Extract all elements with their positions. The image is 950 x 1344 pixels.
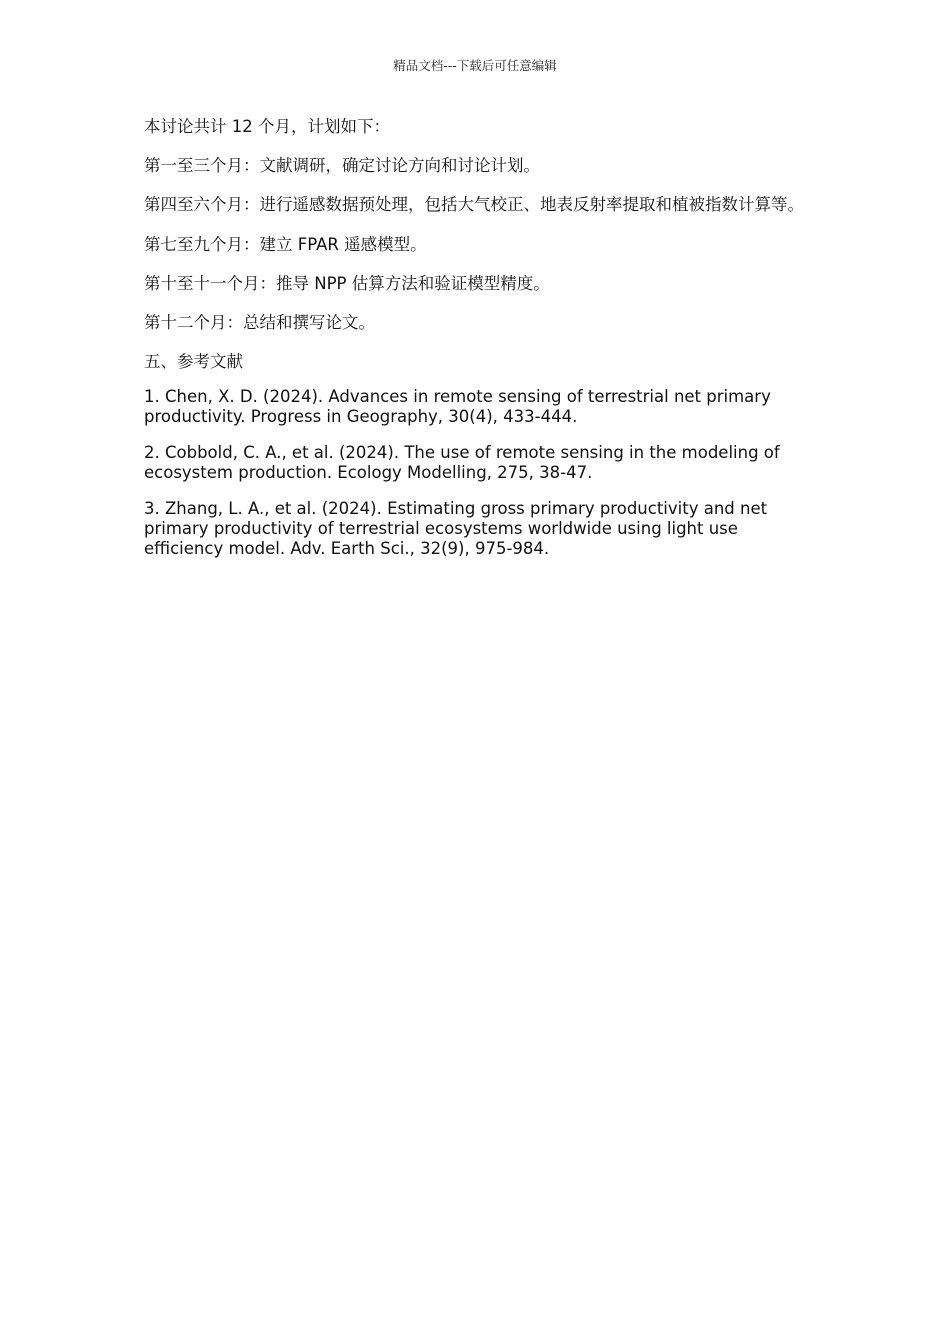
reference-item-3: 3. Zhang, L. A., et al. (2024). Estimating gross primary productivity and net primary productivity of terrestrial ecosystems worldwide using light use efficiency model. Adv. Earth Sci., 32(9), 975-984. [144, 499, 768, 558]
references-heading: 五、参考文献 [144, 352, 243, 371]
page-header: 精品文档---下载后可任意编辑 [393, 58, 557, 73]
plan-item-1: 第一至三个月：文献调研，确定讨论方向和讨论计划。 [144, 156, 540, 175]
reference-item-2: 2. Cobbold, C. A., et al. (2024). The use of remote sensing in the modeling of ecosystem production. Ecology Modelling, 275, 38-47. [144, 443, 780, 482]
reference-item-1: 1. Chen, X. D. (2024). Advances in remote sensing of terrestrial net primary productivity. Progress in Geography, 30(4), 433-444. [144, 387, 771, 426]
document-body [144, 117, 804, 575]
plan-item-2: 第四至六个月：进行遥感数据预处理，包括大气校正、地表反射率提取和植被指数计算等。 [144, 195, 804, 214]
plan-item-3: 第七至九个月：建立 FPAR 遥感模型。 [144, 235, 427, 254]
plan-item-4: 第十至十一个月：推导 NPP 估算方法和验证模型精度。 [144, 274, 550, 293]
plan-intro: 本讨论共计 12 个月，计划如下： [144, 117, 390, 136]
plan-item-5: 第十二个月：总结和撰写论文。 [144, 313, 375, 332]
